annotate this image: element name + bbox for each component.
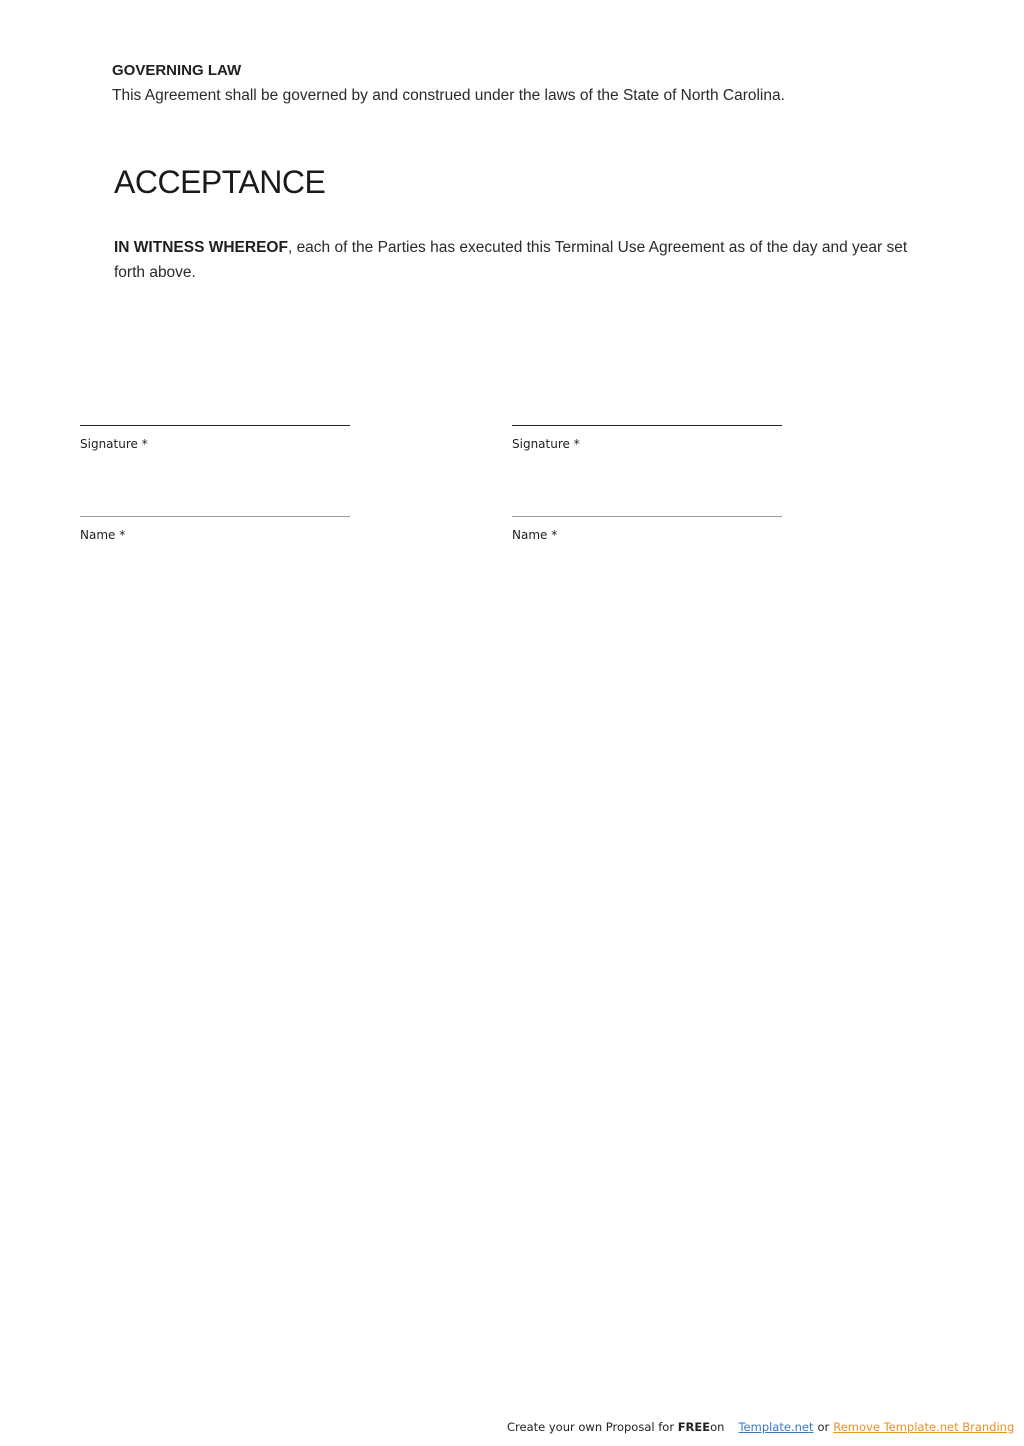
footer-on: on (710, 1420, 725, 1434)
governing-law-text: This Agreement shall be governed by and construed under the laws of the State of North Carolina. (112, 87, 785, 104)
governing-law-heading: GOVERNING LAW (112, 62, 242, 79)
left-name-label: Name * (80, 528, 126, 542)
left-name-line[interactable] (80, 516, 350, 517)
witness-bold-lead: IN WITNESS WHEREOF (114, 239, 288, 256)
right-name-label: Name * (512, 528, 558, 542)
acceptance-title: ACCEPTANCE (114, 164, 326, 200)
witness-paragraph (114, 235, 922, 285)
template-net-link[interactable]: Template.net (738, 1420, 814, 1434)
footer-prefix: Create your own Proposal for (507, 1420, 678, 1434)
left-signature-label: Signature * (80, 437, 148, 451)
footer-branding (507, 1420, 1014, 1434)
witness-text: , each of the Parties has executed this Terminal Use Agreement as of the day and year set forth above. (114, 239, 908, 281)
right-signature-line[interactable] (512, 425, 782, 426)
remove-branding-link[interactable]: Remove Template.net Branding (833, 1420, 1015, 1434)
left-signature-line[interactable] (80, 425, 350, 426)
right-name-line[interactable] (512, 516, 782, 517)
right-signature-label: Signature * (512, 437, 580, 451)
footer-or: or (817, 1420, 830, 1434)
footer-free: FREE (677, 1420, 711, 1434)
